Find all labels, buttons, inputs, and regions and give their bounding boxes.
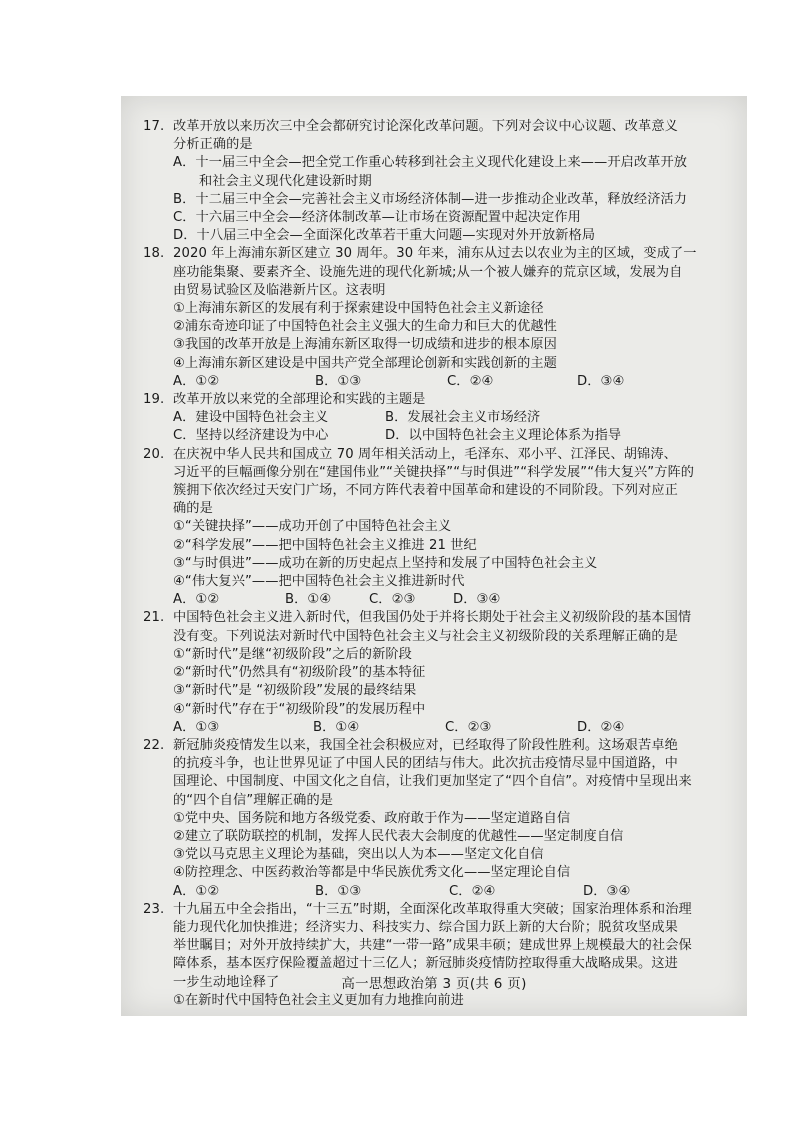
question-23 [143, 901, 733, 1010]
question-stem-line: 能力现代化加快推进；经济实力、科技实力、综合国力跃上新的大台阶；脱贫攻坚成果 [173, 919, 678, 935]
question-18 [143, 245, 733, 391]
statement-3: ③党以马克思主义理论为基础，突出以人为本——坚定文化自信 [173, 847, 544, 863]
answer-choices [173, 719, 733, 737]
question-17 [143, 118, 733, 245]
choice-d: D．③④ [577, 373, 625, 389]
exam-content [143, 118, 733, 1010]
question-stem-line: 的“四个自信”理解正确的是 [173, 792, 334, 808]
statement-4: ④“新时代”存在于“初级阶段”的发展历程中 [173, 701, 426, 717]
choice-d: D．②④ [577, 719, 625, 735]
statement-3: ③“与时俱进”——成功在新的历史起点上坚持和发展了中国特色社会主义 [173, 555, 598, 571]
statement-3: ③“新时代”是 “初级阶段”发展的最终结果 [173, 683, 417, 699]
choice-b: B．①③ [315, 373, 362, 389]
question-stem-line: 习近平的巨幅画像分别在“建国伟业”“关键抉择”“与时俱进”“科学发展”“伟大复兴”方阵的 [173, 464, 695, 480]
answer-choices [173, 373, 733, 391]
question-stem-line: 由贸易试验区及临港新片区。这表明 [173, 282, 386, 298]
option-b: B．十二届三中全会—完善社会主义市场经济体制—进一步推动企业改革，释放经济活力 [173, 191, 688, 207]
statement-1: ①上海浦东新区的发展有利于探索建设中国特色社会主义新途径 [173, 301, 544, 317]
option-a: A．建设中国特色社会主义 [173, 410, 329, 426]
question-22 [143, 737, 733, 901]
question-number: 21. [143, 610, 165, 626]
question-stem-line: 十九届五中全会指出，“十三五”时期，全面深化改革取得重大突破；国家治理体系和治理 [173, 901, 692, 917]
statement-2: ②“科学发展”——把中国特色社会主义推进 21 世纪 [173, 537, 477, 553]
option-c: C．十六届三中全会—经济体制改革—让市场在资源配置中起决定作用 [173, 210, 581, 226]
question-number: 22. [143, 737, 165, 753]
choice-b: B．①④ [313, 719, 360, 735]
statement-3: ③我国的改革开放是上海浦东新区取得一切成绩和进步的根本原因 [173, 337, 557, 353]
exam-page [121, 96, 747, 1016]
choice-b: B．①③ [315, 883, 362, 899]
statement-4: ④“伟大复兴”——把中国特色社会主义推进新时代 [173, 574, 465, 590]
statement-2: ②“新时代”仍然具有“初级阶段”的基本特征 [173, 665, 426, 681]
option-b: B．发展社会主义市场经济 [385, 410, 541, 426]
choice-a: A．①② [173, 373, 220, 389]
option-a-continued: 和社会主义现代化建设新时期 [199, 173, 372, 189]
question-stem-line: 国理论、中国制度、中国文化之自信，让我们更加坚定了“四个自信”。对疫情中呈现出来 [173, 774, 692, 790]
choice-c: C．②③ [369, 592, 416, 608]
question-stem-line: 座功能集聚、要素齐全、设施先进的现代化新城;从一个被人嫌弃的荒京区域，发展为自 [173, 264, 683, 280]
question-stem-line: 2020 年上海浦东新区建立 30 周年。30 年来，浦东从过去以农业为主的区域，变成了一 [173, 246, 697, 262]
option-d: D．以中国特色社会主义理论体系为指导 [385, 428, 622, 444]
statement-1: ①“新时代”是继“初级阶段”之后的新阶段 [173, 646, 412, 662]
choice-c: C．②④ [447, 373, 494, 389]
choice-c: C．②④ [449, 883, 496, 899]
statement-4: ④防控理念、中医药救治等都是中华民族优秀文化——坚定理论自信 [173, 865, 571, 881]
option-row [173, 427, 733, 445]
question-number: 18. [143, 246, 165, 262]
question-stem-line: 的抗疫斗争，也让世界见证了中国人民的团结与伟大。此次抗击疫情尽显中国道路，中 [173, 756, 678, 772]
question-stem-line: 一步生动地诠释了 [173, 974, 280, 990]
question-stem-line: 改革开放以来历次三中全会都研究讨论深化改革问题。下列对会议中心议题、改革意义 [173, 119, 678, 134]
option-row [173, 409, 733, 427]
question-number: 19. [143, 392, 165, 408]
statement-1: ①党中央、国务院和地方各级党委、政府敢于作为——坚定道路自信 [173, 810, 571, 826]
choice-d: D．③④ [453, 592, 501, 608]
choice-a: A．①② [173, 883, 220, 899]
question-number: 17. [143, 119, 165, 134]
choice-c: C．②③ [445, 719, 492, 735]
question-stem-line: 障体系，基本医疗保险覆盖超过十三亿人；新冠肺炎疫情防控取得重大战略成果。这进 [173, 956, 678, 972]
choice-a: A．①② [173, 592, 220, 608]
choice-d: D．③④ [583, 883, 631, 899]
statement-2: ②浦东奇迹印证了中国特色社会主义强大的生命力和巨大的优越性 [173, 319, 557, 335]
statement-4: ④上海浦东新区建设是中国共产党全部理论创新和实践创新的主题 [173, 355, 557, 371]
question-stem-line: 改革开放以来党的全部理论和实践的主题是 [173, 392, 426, 408]
question-20 [143, 446, 733, 610]
question-stem-line: 新冠肺炎疫情发生以来，我国全社会积极应对，已经取得了阶段性胜利。这场艰苦卓绝 [173, 737, 678, 753]
choice-a: A．①③ [173, 719, 220, 735]
question-stem-line: 簇拥下依次经过天安门广场，不同方阵代表着中国革命和建设的不同阶段。下列对应正 [173, 483, 678, 499]
question-stem-line: 在庆祝中华人民共和国成立 70 周年相关活动上，毛泽东、邓小平、江泽民、胡锦涛、 [173, 446, 677, 462]
question-number: 23. [143, 901, 165, 917]
choice-b: B．①④ [285, 592, 332, 608]
answer-choices [173, 883, 733, 901]
question-19 [143, 391, 733, 446]
question-stem-line: 中国特色社会主义进入新时代，但我国仍处于并将长期处于社会主义初级阶段的基本国情 [173, 610, 692, 626]
option-c: C．坚持以经济建设为中心 [173, 428, 329, 444]
statement-2: ②建立了联防联控的机制，发挥人民代表大会制度的优越性——坚定制度自信 [173, 828, 624, 844]
statement-1: ①在新时代中国特色社会主义更加有力地推向前进 [173, 992, 464, 1008]
question-stem-line: 没有变。下列说法对新时代中国特色社会主义与社会主义初级阶段的关系理解正确的是 [173, 628, 678, 644]
option-a: A．十一届三中全会—把全党工作重心转移到社会主义现代化建设上来——开启改革开放 [173, 155, 688, 171]
question-21 [143, 609, 733, 736]
statement-1: ①“关键抉择”——成功开创了中国特色社会主义 [173, 519, 452, 535]
question-stem-line: 举世瞩目；对外开放持续扩大，共建“一带一路”成果丰硕；建成世界上规模最大的社会保 [173, 938, 692, 954]
question-stem-line: 确的是 [173, 501, 213, 517]
question-number: 20. [143, 446, 165, 462]
page-footer: 高一思想政治第 3 页(共 6 页) [341, 976, 527, 992]
option-d: D．十八届三中全会—全面深化改革若干重大问题—实现对外开放新格局 [173, 228, 596, 244]
answer-choices [173, 591, 733, 609]
question-stem-line: 分析正确的是 [173, 137, 253, 153]
